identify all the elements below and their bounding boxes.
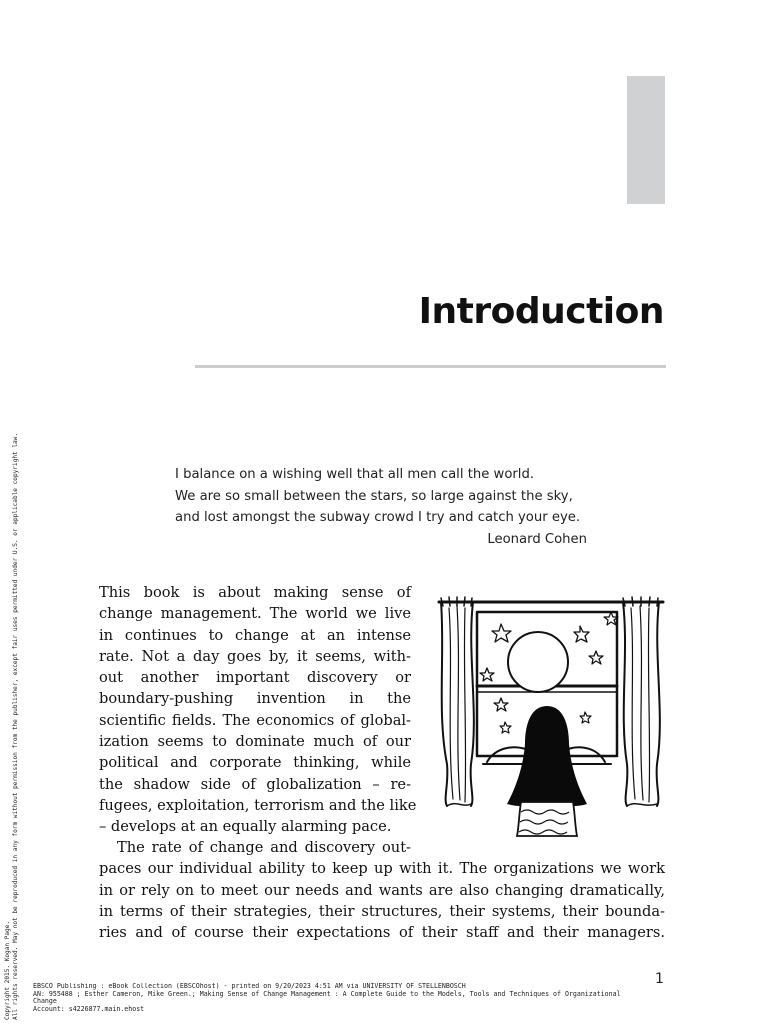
page-number: 1 xyxy=(655,971,664,987)
body-line: – develops at an equally alarming pace. xyxy=(99,818,392,836)
epigraph-line: I balance on a wishing well that all men call the world. xyxy=(175,467,535,482)
body-line: change management. The world we live xyxy=(99,605,411,623)
side-copyright-notice xyxy=(4,285,20,1020)
body-line: rate. Not a day goes by, it seems, with- xyxy=(99,647,411,665)
copyright-line: All rights reserved. May not be reproduced in any form without permission from the publisher, except fair uses permitted under U.S. or applicable copyright law. xyxy=(12,433,19,1020)
epigraph xyxy=(175,464,587,550)
body-paragraph-2 xyxy=(99,837,665,943)
body-line: political and corporate thinking, while xyxy=(99,754,411,772)
body-line: This book is about making sense of xyxy=(99,584,411,601)
body-line: boundary-pushing invention in the xyxy=(99,690,411,708)
epigraph-attribution: Leonard Cohen xyxy=(487,531,587,547)
title-divider xyxy=(195,365,666,368)
body-line: fugees, exploitation, terrorism and the like xyxy=(99,796,417,814)
body-line: scientific fields. The economics of global- xyxy=(99,711,411,729)
epigraph-line: We are so small between the stars, so large against the sky, xyxy=(175,488,573,504)
footer-line: Account: s4226877.main.ehost xyxy=(33,1004,145,1013)
chapter-tab-marker xyxy=(627,76,665,204)
body-line: ization seems to dominate much of our xyxy=(99,733,411,751)
body-line: paces our individual ability to keep up with it. The organizations we work xyxy=(99,860,665,878)
ebsco-footer xyxy=(33,983,763,1013)
copyright-line: Copyright 2015. Kogan Page. xyxy=(4,920,11,1020)
body-line: ries and of course their expectations of their staff and their managers. xyxy=(99,924,665,942)
window-girl-illustration xyxy=(435,594,667,838)
footer-line: AN: 955488 ; Esther Cameron, Mike Green.; Making Sense of Change Management : A Complete Guide to the Models, Tools and Techniques of Organizational xyxy=(33,989,621,998)
body-line: the shadow side of globalization – re- xyxy=(99,775,411,793)
epigraph-line: and lost amongst the subway crowd I try and catch your eye. xyxy=(175,510,581,525)
body-line: The rate of change and discovery out- xyxy=(117,839,411,856)
body-line: in continues to change at an intense xyxy=(99,626,411,644)
body-line: out another important discovery or xyxy=(99,669,411,687)
body-paragraph-1 xyxy=(99,582,417,838)
body-line: in terms of their strategies, their structures, their systems, their bounda- xyxy=(99,902,665,920)
chapter-title: Introduction xyxy=(418,291,664,332)
body-line: in or rely on to meet our needs and wants are also changing dramatically, xyxy=(99,881,665,899)
footer-line: EBSCO Publishing : eBook Collection (EBSCOhost) - printed on 9/20/2023 4:51 AM via UNIVERSITY OF STELLENBOSCH xyxy=(33,983,466,990)
footer-line: Change xyxy=(33,997,57,1006)
